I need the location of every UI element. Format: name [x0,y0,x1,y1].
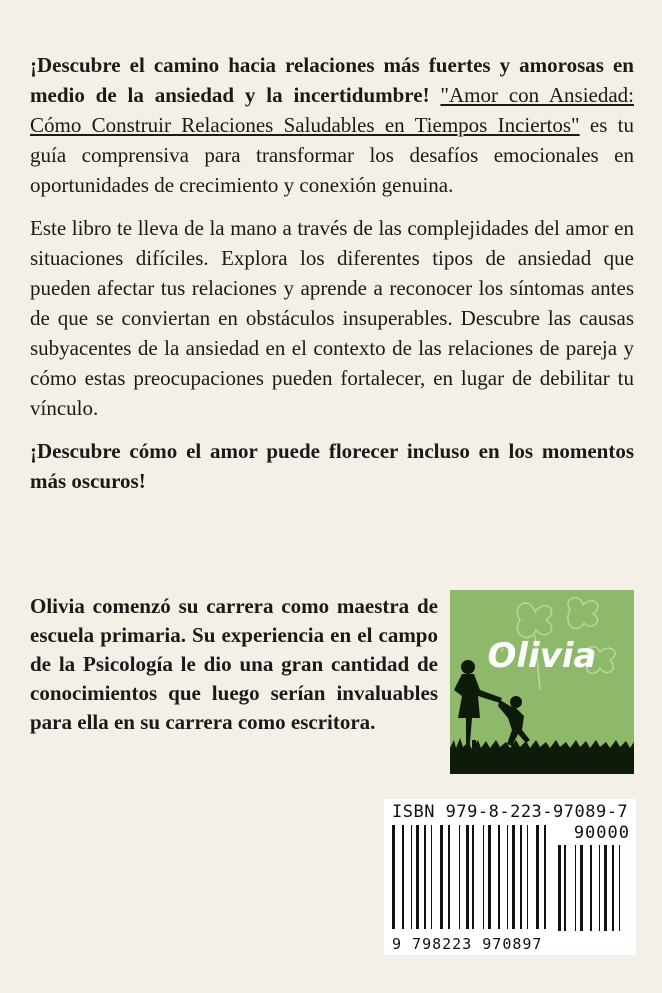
price-code: 90000 [573,823,630,843]
barcode-bar [544,825,546,929]
blurb-closing-line: ¡Descubre cómo el amor puede florecer incluso en los momentos más oscuros! [30,439,634,493]
blurb-paragraph-1 [30,50,634,200]
barcode-bar [411,825,412,929]
barcode-bar [392,825,395,929]
price-barcode-bars [558,845,628,931]
barcode-bar [564,845,566,931]
barcode-bar [440,825,443,929]
barcode-bar [604,845,607,931]
barcode-bar [612,845,614,931]
ean-barcode-bars [392,825,552,929]
author-bio: Olivia comenzó su carrera como maestra de escuela primaria. Su experiencia en el campo de la Psicología le dio una gran cantidad de conocimientos que luego serían invaluables para ella en su carrera como escritora. [30,594,438,734]
barcode-bar [575,845,576,931]
isbn-label: ISBN 979-8-223-97089-7 [392,802,629,822]
barcode-bar [483,825,484,929]
barcode-bar [488,825,491,929]
blurb-paragraph-2: Este libro te lleva de la mano a través de las complejidades del amor en situaciones difíciles. Explora los diferentes tipos de ansiedad que pueden afectar tus relaciones y aprende a reconocer los síntomas antes de que se conviertan en obstáculos insuperables. Descubre las causas subyacentes de la ansiedad en el contexto de las relaciones de pareja y cómo estas preocupaciones pueden fortalecer, en lugar de debilitar tu vínculo. [30,216,634,420]
barcode-bar [590,845,592,931]
barcode-bar [520,825,522,929]
author-name-overlay: Olivia [487,636,597,676]
barcode-bar [619,845,620,931]
barcode-bar [527,825,528,929]
barcode-bar [448,825,450,929]
silhouette-illustration [450,590,634,774]
blurb-intro-text: es tu guía comprensiva para transformar los desafíos emocionales en oportunidades de crecimiento y conexión genuina. [30,113,635,197]
author-photo [450,590,634,774]
book-title-reference: "Amor con Ansiedad: Cómo Construir Relaciones Saludables en Tiempos Inciertos" [30,83,634,137]
barcode-bar [599,845,600,931]
barcode-bar [507,825,508,929]
barcode-bar [416,825,419,929]
barcode-bar [580,845,583,931]
barcode-bar [498,825,500,929]
barcode-bar [512,825,515,929]
barcode-bar [424,825,426,929]
barcode-bar [558,845,561,931]
blurb-headline: ¡Descubre el camino hacia relaciones más fuertes y amorosas en medio de la ansiedad y la incertidumbre! [30,53,634,107]
grass-ground [450,738,634,774]
isbn-barcode [384,799,636,955]
barcode-bar [466,825,469,929]
barcode-bar [536,825,539,929]
barcode-bar [402,825,404,929]
book-blurb [30,50,634,509]
barcode-bar [459,825,460,929]
barcode-bar [431,825,432,929]
barcode-digits: 9 798223 970897 [392,935,543,953]
barcode-bar [472,825,474,929]
